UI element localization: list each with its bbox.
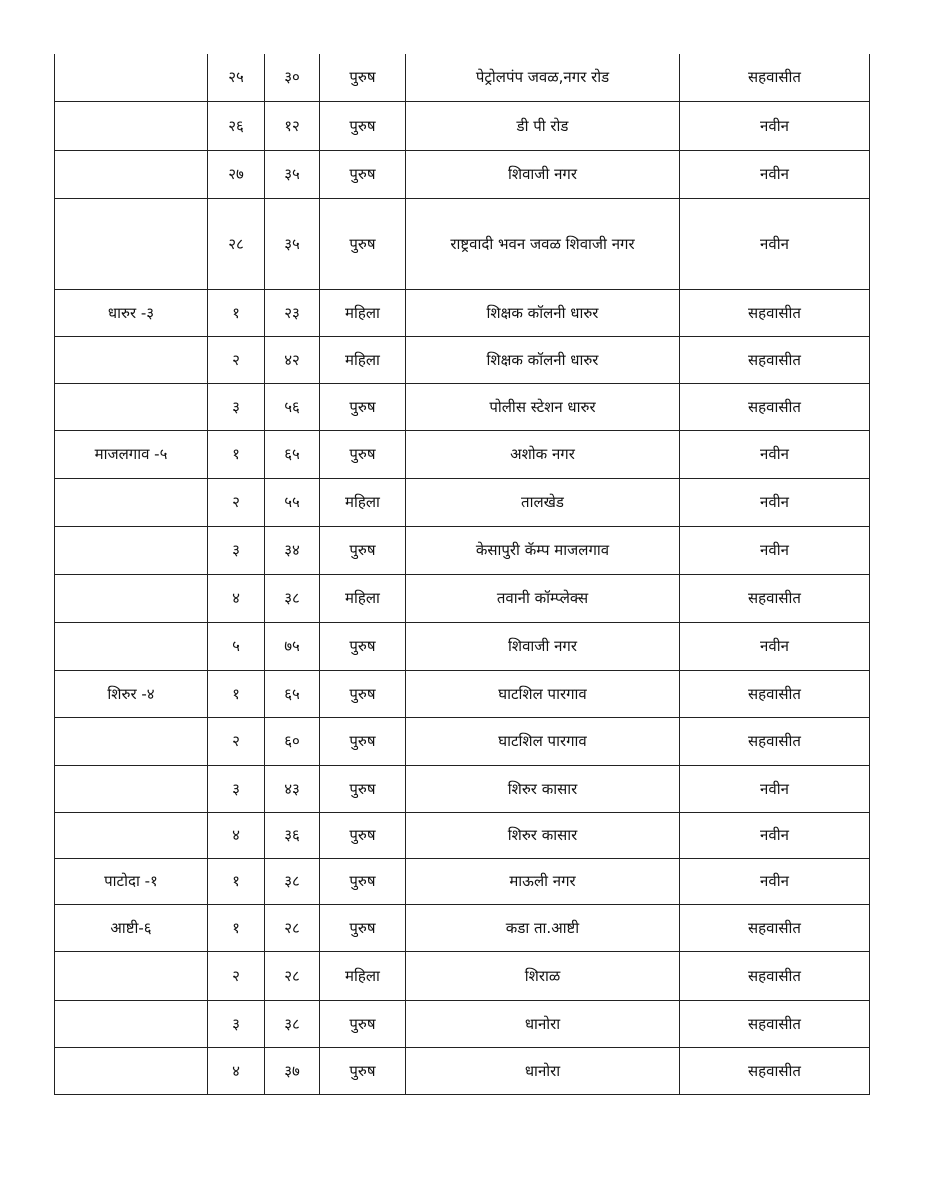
gender-cell: महिला: [320, 289, 406, 336]
address-cell: शिक्षक कॉलनी धारुर: [406, 336, 680, 383]
address-cell: अशोक नगर: [406, 430, 680, 478]
case-type-cell: नवीन: [680, 150, 870, 198]
table-row: [55, 717, 870, 765]
serial-number-cell: १: [208, 904, 265, 951]
address-cell: शिराळ: [406, 951, 680, 1000]
taluka-cell: [55, 765, 208, 812]
taluka-cell: [55, 478, 208, 526]
age-cell: ३६: [265, 812, 320, 858]
address-cell: माऊली नगर: [406, 858, 680, 904]
address-cell: राष्ट्रवादी भवन जवळ शिवाजी नगर: [406, 198, 680, 289]
serial-number-cell: ३: [208, 1000, 265, 1047]
taluka-cell: [55, 383, 208, 430]
taluka-cell: [55, 526, 208, 574]
taluka-cell: [55, 101, 208, 150]
address-cell: केसापुरी कॅम्प माजलगाव: [406, 526, 680, 574]
table-row: [55, 478, 870, 526]
gender-cell: पुरुष: [320, 383, 406, 430]
gender-cell: महिला: [320, 574, 406, 622]
serial-number-cell: १: [208, 430, 265, 478]
case-type-cell: नवीन: [680, 478, 870, 526]
case-type-cell: नवीन: [680, 526, 870, 574]
serial-number-cell: २: [208, 336, 265, 383]
age-cell: २८: [265, 904, 320, 951]
address-cell: कडा ता.आष्टी: [406, 904, 680, 951]
serial-number-cell: ४: [208, 1047, 265, 1094]
case-type-cell: सहवासीत: [680, 574, 870, 622]
age-cell: ६५: [265, 430, 320, 478]
table-row: [55, 574, 870, 622]
gender-cell: पुरुष: [320, 858, 406, 904]
address-cell: पेट्रोलपंप जवळ,नगर रोड: [406, 54, 680, 101]
age-cell: ५६: [265, 383, 320, 430]
address-cell: धानोरा: [406, 1000, 680, 1047]
case-type-cell: सहवासीत: [680, 904, 870, 951]
taluka-cell: [55, 54, 208, 101]
table-row: [55, 526, 870, 574]
address-cell: शिवाजी नगर: [406, 150, 680, 198]
serial-number-cell: २: [208, 478, 265, 526]
table-row: [55, 670, 870, 717]
table-row: [55, 383, 870, 430]
case-type-cell: नवीन: [680, 101, 870, 150]
patient-table: [54, 54, 870, 1095]
taluka-cell: माजलगाव -५: [55, 430, 208, 478]
taluka-cell: [55, 1047, 208, 1094]
serial-number-cell: २५: [208, 54, 265, 101]
table-row: [55, 951, 870, 1000]
case-type-cell: सहवासीत: [680, 951, 870, 1000]
table-row: [55, 430, 870, 478]
gender-cell: पुरुष: [320, 717, 406, 765]
taluka-cell: [55, 812, 208, 858]
age-cell: ३०: [265, 54, 320, 101]
serial-number-cell: ३: [208, 526, 265, 574]
address-cell: पोलीस स्टेशन धारुर: [406, 383, 680, 430]
case-type-cell: सहवासीत: [680, 336, 870, 383]
age-cell: २३: [265, 289, 320, 336]
table-row: [55, 54, 870, 101]
case-type-cell: सहवासीत: [680, 717, 870, 765]
table-row: [55, 336, 870, 383]
age-cell: ७५: [265, 622, 320, 670]
taluka-cell: [55, 336, 208, 383]
taluka-cell: [55, 198, 208, 289]
address-cell: शिवाजी नगर: [406, 622, 680, 670]
serial-number-cell: १: [208, 289, 265, 336]
age-cell: ६०: [265, 717, 320, 765]
table-row: [55, 1047, 870, 1094]
gender-cell: पुरुष: [320, 526, 406, 574]
age-cell: ६५: [265, 670, 320, 717]
address-cell: शिरुर कासार: [406, 812, 680, 858]
gender-cell: पुरुष: [320, 430, 406, 478]
gender-cell: पुरुष: [320, 54, 406, 101]
age-cell: ५५: [265, 478, 320, 526]
taluka-cell: [55, 1000, 208, 1047]
taluka-cell: [55, 150, 208, 198]
serial-number-cell: २६: [208, 101, 265, 150]
table-row: [55, 289, 870, 336]
address-cell: डी पी रोड: [406, 101, 680, 150]
address-cell: घाटशिल पारगाव: [406, 717, 680, 765]
gender-cell: पुरुष: [320, 150, 406, 198]
taluka-cell: [55, 574, 208, 622]
case-type-cell: नवीन: [680, 198, 870, 289]
address-cell: धानोरा: [406, 1047, 680, 1094]
taluka-cell: पाटोदा -१: [55, 858, 208, 904]
gender-cell: पुरुष: [320, 1000, 406, 1047]
gender-cell: पुरुष: [320, 101, 406, 150]
gender-cell: पुरुष: [320, 198, 406, 289]
case-type-cell: नवीन: [680, 622, 870, 670]
case-type-cell: नवीन: [680, 430, 870, 478]
age-cell: ४२: [265, 336, 320, 383]
case-type-cell: नवीन: [680, 812, 870, 858]
gender-cell: पुरुष: [320, 1047, 406, 1094]
table-body: [55, 54, 870, 1094]
taluka-cell: शिरुर -४: [55, 670, 208, 717]
address-cell: तवानी कॉम्प्लेक्स: [406, 574, 680, 622]
table-row: [55, 101, 870, 150]
gender-cell: पुरुष: [320, 622, 406, 670]
gender-cell: पुरुष: [320, 904, 406, 951]
taluka-cell: [55, 717, 208, 765]
case-type-cell: नवीन: [680, 858, 870, 904]
address-cell: शिक्षक कॉलनी धारुर: [406, 289, 680, 336]
case-type-cell: सहवासीत: [680, 54, 870, 101]
case-type-cell: सहवासीत: [680, 383, 870, 430]
age-cell: ३४: [265, 526, 320, 574]
serial-number-cell: २: [208, 717, 265, 765]
table-row: [55, 765, 870, 812]
case-type-cell: सहवासीत: [680, 289, 870, 336]
case-type-cell: नवीन: [680, 765, 870, 812]
gender-cell: महिला: [320, 951, 406, 1000]
gender-cell: महिला: [320, 478, 406, 526]
age-cell: ३५: [265, 198, 320, 289]
serial-number-cell: ४: [208, 812, 265, 858]
table-row: [55, 904, 870, 951]
case-type-cell: सहवासीत: [680, 670, 870, 717]
table-row: [55, 150, 870, 198]
age-cell: ३५: [265, 150, 320, 198]
serial-number-cell: ४: [208, 574, 265, 622]
taluka-cell: आष्टी-६: [55, 904, 208, 951]
age-cell: ३८: [265, 574, 320, 622]
table-row: [55, 1000, 870, 1047]
serial-number-cell: ३: [208, 383, 265, 430]
age-cell: १२: [265, 101, 320, 150]
case-type-cell: सहवासीत: [680, 1047, 870, 1094]
age-cell: ३७: [265, 1047, 320, 1094]
serial-number-cell: ५: [208, 622, 265, 670]
address-cell: शिरुर कासार: [406, 765, 680, 812]
serial-number-cell: १: [208, 670, 265, 717]
gender-cell: पुरुष: [320, 765, 406, 812]
serial-number-cell: ३: [208, 765, 265, 812]
address-cell: तालखेड: [406, 478, 680, 526]
table-row: [55, 812, 870, 858]
serial-number-cell: १: [208, 858, 265, 904]
age-cell: ४३: [265, 765, 320, 812]
age-cell: ३८: [265, 858, 320, 904]
serial-number-cell: २८: [208, 198, 265, 289]
taluka-cell: [55, 622, 208, 670]
serial-number-cell: २: [208, 951, 265, 1000]
table-row: [55, 622, 870, 670]
address-cell: घाटशिल पारगाव: [406, 670, 680, 717]
table-row: [55, 858, 870, 904]
age-cell: ३८: [265, 1000, 320, 1047]
gender-cell: पुरुष: [320, 670, 406, 717]
table-row: [55, 198, 870, 289]
taluka-cell: धारुर -३: [55, 289, 208, 336]
case-type-cell: सहवासीत: [680, 1000, 870, 1047]
taluka-cell: [55, 951, 208, 1000]
age-cell: २८: [265, 951, 320, 1000]
serial-number-cell: २७: [208, 150, 265, 198]
gender-cell: महिला: [320, 336, 406, 383]
gender-cell: पुरुष: [320, 812, 406, 858]
